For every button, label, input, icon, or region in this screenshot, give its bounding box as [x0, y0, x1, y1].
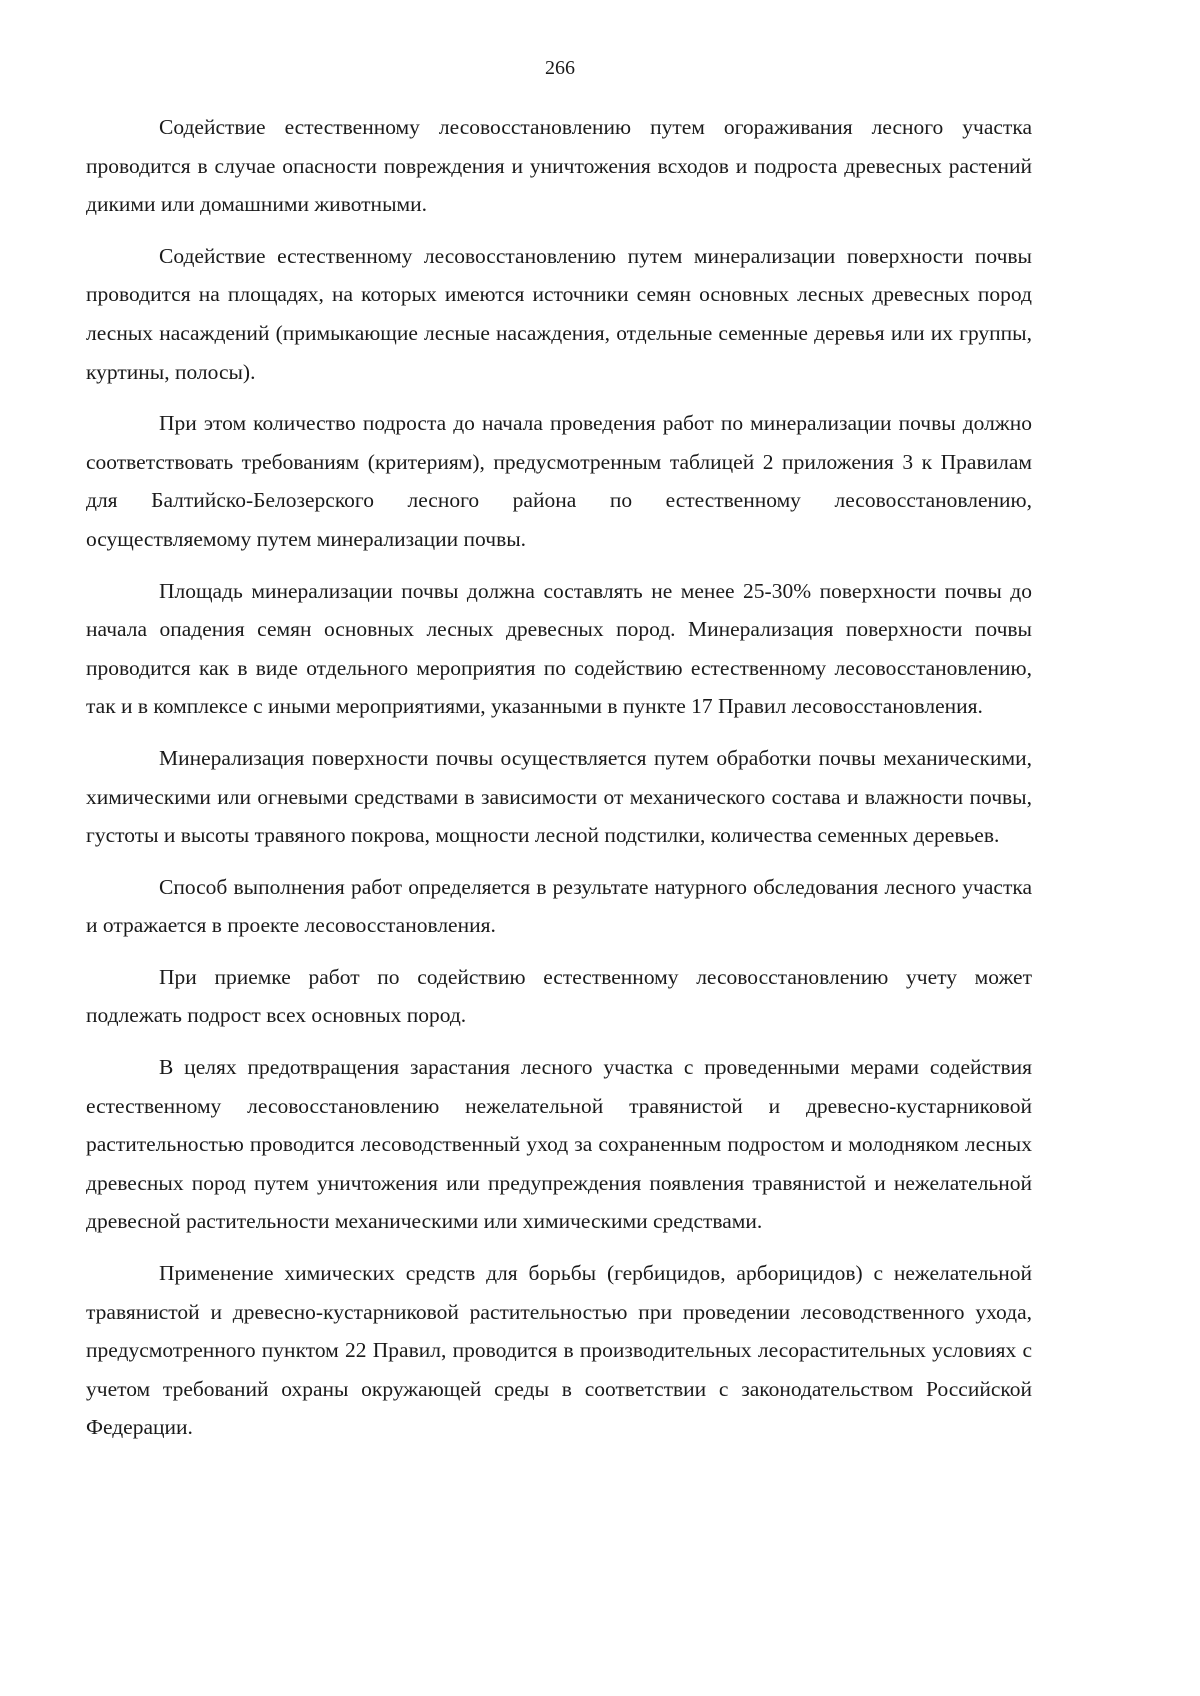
document-body — [86, 108, 1032, 1460]
paragraph-soil-mineralization: Содействие естественному лесовосстановлению путем минерализации поверхности почвы проводится на площадях, на которых имеются источники семян основных лесных древесных пород лесных насаждений (примыкающие лесные насаждения, отдельные семенные деревья или их группы, куртины, полосы). — [86, 243, 1032, 384]
paragraph-work-method: Способ выполнения работ определяется в результате натурного обследования лесного участка и отражается в проекте лесовосстановления. — [86, 874, 1032, 938]
paragraph-mineralization-area: Площадь минерализации почвы должна составлять не менее 25-30% поверхности почвы до начала опадения семян основных лесных древесных пород. Минерализация поверхности почвы проводится как в виде отдельного мероприятия по содействию естественному лесовосстановлению, так и в комплексе с иными мероприятиями, указанными в пункте 17 Правил лесовосстановления. — [86, 578, 1032, 719]
paragraph-chemical-means: Применение химических средств для борьбы (гербицидов, арборицидов) с нежелательной травянистой и древесно-кустарниковой растительностью при проведении лесоводственного ухода, предусмотренного пунктом 22 Правил, проводится в производительных лесорастительных условиях с учетом требований охраны окружающей среды в соответствии с законодательством Российской Федерации. — [86, 1261, 1032, 1440]
paragraph-overgrowth-prevention: В целях предотвращения зарастания лесного участка с проведенными мерами содействия естественному лесовосстановлению нежелательной травянистой и древесно-кустарниковой растительностью проводится лесоводственный уход за сохраненным подростом и молодняком лесных древесных пород путем уничтожения или предупреждения появления травянистой и нежелательной древесной растительности механическими или химическими средствами. — [86, 1055, 1032, 1234]
page-number: 266 — [545, 57, 575, 79]
paragraph-acceptance: При приемке работ по содействию естественному лесовосстановлению учету может подлежать подрост всех основных пород. — [86, 964, 1032, 1028]
paragraph-fencing: Содействие естественному лесовосстановлению путем огораживания лесного участка проводится в случае опасности повреждения и уничтожения всходов и подроста древесных растений дикими или домашними животными. — [86, 115, 1032, 217]
paragraph-undergrowth-requirements: При этом количество подроста до начала проведения работ по минерализации почвы должно соответствовать требованиям (критериям), предусмотренным таблицей 2 приложения 3 к Правилам для Балтийско-Белозерского лесного района по естественному лесовосстановлению, осуществляемому путем минерализации почвы. — [86, 411, 1032, 551]
paragraph-mineralization-methods: Минерализация поверхности почвы осуществляется путем обработки почвы механическими, химическими или огневыми средствами в зависимости от механического состава и влажности почвы, густоты и высоты травяного покрова, мощности лесной подстилки, количества семенных деревьев. — [86, 745, 1032, 848]
